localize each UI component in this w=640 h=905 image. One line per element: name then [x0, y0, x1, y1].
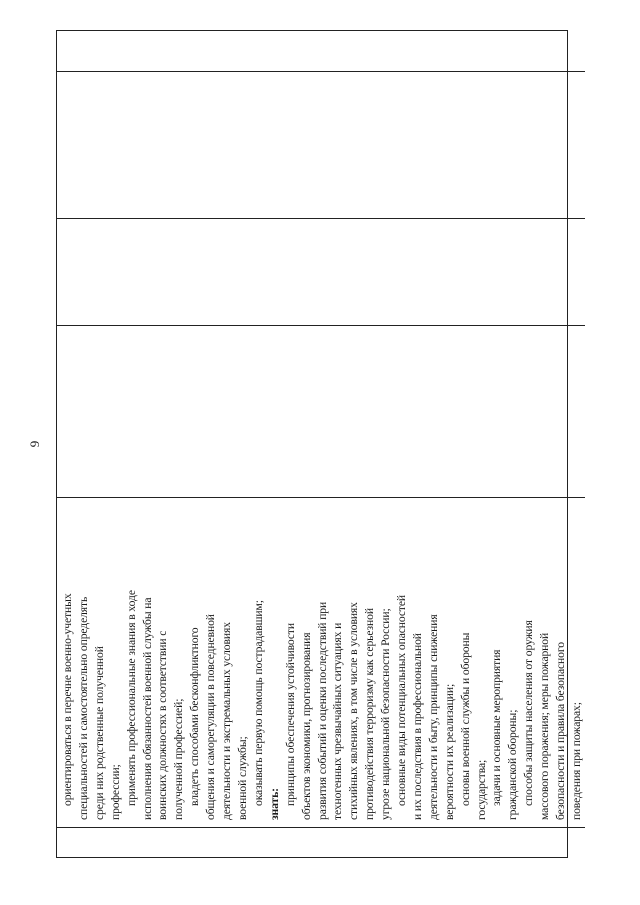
text-line: общения и саморегуляции в повседневной: [204, 614, 218, 820]
table-cell-empty-4: [57, 31, 585, 71]
text-line: и их последствия в профессиональной: [410, 633, 424, 820]
text-line: ориентироваться в перечне военно-учетных: [61, 593, 74, 806]
text-line: безопасности и правила безопасного: [554, 642, 568, 820]
text-line: знать:: [267, 788, 281, 820]
text-line: военной службы;: [235, 736, 249, 820]
text-line: оказывать первую помощь пострадавшим;: [251, 600, 265, 806]
text-line: владеть способами бесконфликтного: [188, 627, 202, 806]
text-line: воинских должностях в соответствии с: [156, 630, 170, 820]
text-line: объектов экономики, прогнозирования: [299, 632, 313, 820]
table: [56, 30, 583, 858]
text-line: угрозе национальной безопасности России;: [379, 608, 393, 820]
text-line: принципы обеспечения устойчивости: [283, 622, 297, 806]
text-line: стихийных явлениях, в том числе в условиях: [347, 602, 361, 820]
text-line: деятельности и быту, принципы снижения: [426, 614, 440, 820]
text-line: специальностей и самостоятельно определять: [76, 596, 90, 820]
text-line: применять профессиональные знания в ходе: [124, 590, 138, 806]
text-line: среди них родственные полученной: [92, 646, 106, 820]
table-cell-empty-3: [57, 71, 585, 218]
text-line: способы защиты населения от оружия: [522, 620, 536, 806]
text-line: вероятности их реализации;: [442, 683, 456, 820]
table-cell-index: [57, 827, 585, 857]
text-line: гражданской обороны;: [506, 709, 520, 820]
text-line: техногенных чрезвычайных ситуациях и: [331, 622, 345, 820]
text-line: основные виды потенциальных опасностей: [395, 594, 409, 806]
text-line: профессии;: [108, 764, 122, 820]
text-line: основы военной службы и обороны: [458, 632, 472, 806]
text-line: деятельности и экстремальных условиях: [220, 622, 234, 820]
rotated-page: [27, 30, 583, 858]
text-line: исполнения обязанностей военной службы на: [140, 597, 154, 820]
table-cell-empty-1: [57, 325, 585, 497]
page-number: 9: [27, 440, 42, 448]
text-line: полученной профессией;: [172, 698, 186, 820]
text-line: задачи и основные мероприятия: [490, 649, 504, 806]
text-line: государства;: [474, 759, 488, 820]
table-cell-competencies: [57, 497, 585, 827]
text-line: развития событий и оценки последствий при: [315, 601, 329, 820]
text-line: поведения при пожарах;: [570, 702, 583, 820]
text-line: противодействия терроризму как серьезной: [363, 608, 377, 820]
text-line: массового поражения; меры пожарной: [538, 632, 552, 820]
table-cell-empty-2: [57, 218, 585, 325]
